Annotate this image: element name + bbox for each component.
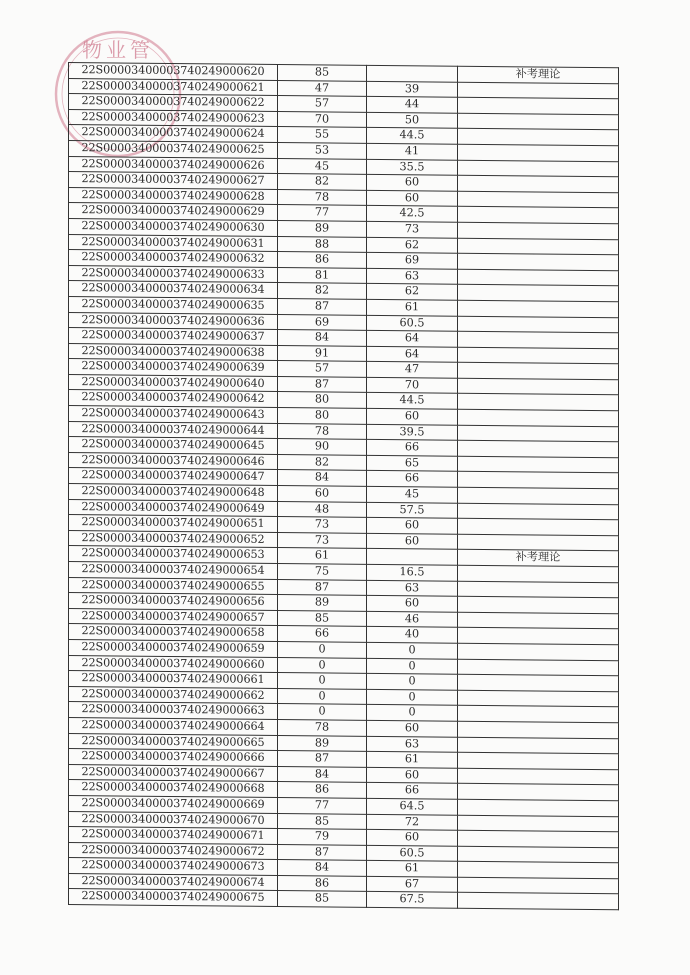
score-one-cell: 82 [278,454,367,470]
candidate-id-cell: 22S00003400003740249000634 [69,281,278,299]
score-one-cell: 88 [278,236,367,252]
score-two-cell: 63 [367,268,458,284]
candidate-id-cell: 22S00003400003740249000632 [69,250,278,268]
remark-cell [458,363,619,380]
score-two-cell: 39 [367,81,458,97]
candidate-id-cell: 22S00003400003740249000656 [69,593,278,611]
score-one-cell: 89 [278,595,367,611]
score-two-cell: 41 [367,143,458,159]
remark-cell [458,628,619,645]
candidate-id-cell: 22S00003400003740249000651 [69,515,278,533]
score-two-cell: 0 [367,705,458,721]
candidate-id-cell: 22S00003400003740249000624 [69,125,278,143]
candidate-id-cell: 22S00003400003740249000675 [69,889,278,907]
score-one-cell: 66 [278,626,367,642]
score-two-cell: 0 [367,689,458,705]
candidate-id-cell: 22S00003400003740249000672 [69,842,278,860]
candidate-id-cell: 22S00003400003740249000642 [69,390,278,408]
candidate-id-cell: 22S00003400003740249000621 [69,78,278,96]
remark-cell [458,565,619,582]
candidate-id-cell: 22S00003400003740249000673 [69,858,278,876]
candidate-id-cell: 22S00003400003740249000626 [69,156,278,174]
score-two-cell: 39.5 [367,424,458,440]
score-two-cell: 60 [367,533,458,549]
candidate-id-cell: 22S00003400003740249000657 [69,608,278,626]
remark-cell [458,238,619,255]
score-two-cell: 62 [367,237,458,253]
score-one-cell: 77 [278,797,367,813]
score-one-cell: 85 [278,65,367,81]
candidate-id-cell: 22S00003400003740249000635 [69,296,278,314]
remark-cell [458,799,619,816]
score-two-cell: 64.5 [367,798,458,814]
score-one-cell: 82 [278,174,367,190]
score-two-cell: 61 [367,299,458,315]
score-one-cell: 81 [278,267,367,283]
remark-cell [458,207,619,224]
remark-cell [458,113,619,130]
score-two-cell: 67 [367,876,458,892]
score-two-cell: 60 [367,767,458,783]
candidate-id-cell: 22S00003400003740249000637 [69,328,278,346]
score-two-cell: 61 [367,861,458,877]
score-two-cell: 44.5 [367,128,458,144]
candidate-id-cell: 22S00003400003740249000639 [69,359,278,377]
remark-cell [458,409,619,426]
remark-cell [458,144,619,161]
score-two-cell: 60 [367,596,458,612]
score-one-cell: 84 [278,470,367,486]
remark-cell: 补考理论 [458,66,619,83]
candidate-id-cell: 22S00003400003740249000649 [69,499,278,517]
remark-cell [458,378,619,395]
candidate-id-cell: 22S00003400003740249000622 [69,94,278,112]
candidate-id-cell: 22S00003400003740249000631 [69,234,278,252]
score-one-cell: 0 [278,657,367,673]
candidate-id-cell: 22S00003400003740249000653 [69,546,278,564]
candidate-id-cell: 22S00003400003740249000660 [69,655,278,673]
remark-cell [458,253,619,270]
score-one-cell: 84 [278,860,367,876]
candidate-id-cell: 22S00003400003740249000662 [69,686,278,704]
seal-lettering: 物业管 [82,38,154,62]
remark-cell: 补考理论 [458,550,619,567]
score-two-cell [367,65,458,81]
remark-cell [458,456,619,473]
score-one-cell: 45 [278,158,367,174]
score-two-cell: 60 [367,408,458,424]
score-one-cell: 55 [278,127,367,143]
score-two-cell: 0 [367,674,458,690]
candidate-id-cell: 22S00003400003740249000630 [69,218,278,236]
score-one-cell: 86 [278,252,367,268]
score-one-cell: 75 [278,564,367,580]
score-one-cell: 89 [278,735,367,751]
score-one-cell: 85 [278,891,367,907]
score-two-cell: 46 [367,611,458,627]
score-table [68,62,619,910]
score-one-cell: 78 [278,189,367,205]
candidate-id-cell: 22S00003400003740249000668 [69,780,278,798]
score-two-cell: 50 [367,112,458,128]
remark-cell [458,503,619,520]
score-one-cell: 84 [278,766,367,782]
candidate-id-cell: 22S00003400003740249000665 [69,733,278,751]
score-one-cell: 91 [278,345,367,361]
remark-cell [458,175,619,192]
remark-cell [458,300,619,317]
score-one-cell: 90 [278,439,367,455]
score-one-cell: 73 [278,517,367,533]
score-one-cell: 85 [278,610,367,626]
score-two-cell: 64 [367,346,458,362]
score-one-cell: 0 [278,641,367,657]
score-two-cell: 0 [367,642,458,658]
score-one-cell: 87 [278,298,367,314]
score-one-cell: 48 [278,501,367,517]
score-two-cell: 69 [367,252,458,268]
score-one-cell: 84 [278,330,367,346]
score-two-cell: 60 [367,190,458,206]
remark-cell [458,160,619,177]
score-one-cell: 87 [278,579,367,595]
score-one-cell: 89 [278,220,367,236]
score-one-cell: 78 [278,719,367,735]
score-one-cell: 80 [278,392,367,408]
remark-cell [458,440,619,457]
score-two-cell: 60 [367,518,458,534]
score-one-cell: 80 [278,408,367,424]
candidate-id-cell: 22S00003400003740249000670 [69,811,278,829]
candidate-id-cell: 22S00003400003740249000623 [69,109,278,127]
score-one-cell: 78 [278,423,367,439]
candidate-id-cell: 22S00003400003740249000663 [69,702,278,720]
candidate-id-cell: 22S00003400003740249000628 [69,187,278,205]
score-two-cell: 44 [367,97,458,113]
score-two-cell: 63 [367,736,458,752]
score-one-cell: 73 [278,532,367,548]
score-one-cell: 77 [278,205,367,221]
score-two-cell: 61 [367,751,458,767]
score-two-cell: 64 [367,330,458,346]
score-two-cell: 45 [367,486,458,502]
candidate-id-cell: 22S00003400003740249000664 [69,717,278,735]
score-one-cell: 70 [278,111,367,127]
remark-cell [458,518,619,535]
score-one-cell: 60 [278,486,367,502]
remark-cell [458,222,619,239]
candidate-id-cell: 22S00003400003740249000620 [69,63,278,81]
remark-cell [458,316,619,333]
remark-cell [458,674,619,691]
remark-cell [458,737,619,754]
score-two-cell: 42.5 [367,206,458,222]
score-one-cell: 0 [278,673,367,689]
remark-cell [458,472,619,489]
remark-cell [458,830,619,847]
score-one-cell: 86 [278,875,367,891]
remark-cell [458,768,619,785]
score-one-cell: 79 [278,829,367,845]
score-one-cell: 0 [278,688,367,704]
score-one-cell: 87 [278,844,367,860]
candidate-id-cell: 22S00003400003740249000654 [69,562,278,580]
remark-cell [458,97,619,114]
score-two-cell: 60 [367,720,458,736]
candidate-id-cell: 22S00003400003740249000643 [69,406,278,424]
candidate-id-cell: 22S00003400003740249000671 [69,827,278,845]
score-two-cell: 63 [367,580,458,596]
candidate-id-cell: 22S00003400003740249000625 [69,140,278,158]
remark-cell [458,690,619,707]
candidate-id-cell: 22S00003400003740249000640 [69,374,278,392]
remark-cell [458,487,619,504]
score-two-cell: 66 [367,783,458,799]
remark-cell [458,394,619,411]
score-two-cell: 47 [367,362,458,378]
remark-cell [458,129,619,146]
candidate-id-cell: 22S00003400003740249000629 [69,203,278,221]
score-two-cell: 60 [367,175,458,191]
candidate-id-cell: 22S00003400003740249000648 [69,484,278,502]
candidate-id-cell: 22S00003400003740249000661 [69,671,278,689]
score-two-cell: 57.5 [367,502,458,518]
remark-cell [458,581,619,598]
candidate-id-cell: 22S00003400003740249000674 [69,873,278,891]
remark-cell [458,347,619,364]
candidate-id-cell: 22S00003400003740249000659 [69,639,278,657]
score-one-cell: 82 [278,283,367,299]
remark-cell [458,659,619,676]
candidate-id-cell: 22S00003400003740249000627 [69,172,278,190]
score-two-cell: 70 [367,377,458,393]
candidate-id-cell: 22S00003400003740249000652 [69,530,278,548]
score-two-cell: 44.5 [367,393,458,409]
remark-cell [458,612,619,629]
score-one-cell: 53 [278,142,367,158]
remark-cell [458,784,619,801]
candidate-id-cell: 22S00003400003740249000655 [69,577,278,595]
candidate-id-cell: 22S00003400003740249000667 [69,764,278,782]
candidate-id-cell: 22S00003400003740249000645 [69,437,278,455]
candidate-id-cell: 22S00003400003740249000669 [69,795,278,813]
remark-cell [458,893,619,910]
remark-cell [458,706,619,723]
score-two-cell: 67.5 [367,892,458,908]
score-two-cell: 60.5 [367,845,458,861]
remark-cell [458,862,619,879]
score-two-cell: 60.5 [367,315,458,331]
remark-cell [458,191,619,208]
remark-cell [458,877,619,894]
remark-cell [458,534,619,551]
candidate-id-cell: 22S00003400003740249000647 [69,468,278,486]
score-two-cell: 40 [367,627,458,643]
score-two-cell: 35.5 [367,159,458,175]
remark-cell [458,721,619,738]
score-two-cell: 62 [367,284,458,300]
score-two-cell: 72 [367,814,458,830]
score-two-cell: 66 [367,471,458,487]
candidate-id-cell: 22S00003400003740249000666 [69,749,278,767]
score-one-cell: 47 [278,80,367,96]
candidate-id-cell: 22S00003400003740249000646 [69,452,278,470]
score-two-cell: 16.5 [367,564,458,580]
score-one-cell: 57 [278,361,367,377]
score-two-cell: 65 [367,455,458,471]
remark-cell [458,643,619,660]
score-two-cell [367,549,458,565]
candidate-id-cell: 22S00003400003740249000636 [69,312,278,330]
score-two-cell: 0 [367,658,458,674]
score-one-cell: 86 [278,782,367,798]
score-one-cell: 69 [278,314,367,330]
score-one-cell: 87 [278,376,367,392]
remark-cell [458,596,619,613]
candidate-id-cell: 22S00003400003740249000638 [69,343,278,361]
remark-cell [458,269,619,286]
remark-cell [458,331,619,348]
remark-cell [458,815,619,832]
remark-cell [458,82,619,99]
candidate-id-cell: 22S00003400003740249000633 [69,265,278,283]
remark-cell [458,846,619,863]
score-two-cell: 66 [367,440,458,456]
score-one-cell: 85 [278,813,367,829]
score-one-cell: 0 [278,704,367,720]
score-two-cell: 73 [367,221,458,237]
remark-cell [458,752,619,769]
score-one-cell: 61 [278,548,367,564]
candidate-id-cell: 22S00003400003740249000658 [69,624,278,642]
score-one-cell: 87 [278,751,367,767]
remark-cell [458,285,619,302]
score-two-cell: 60 [367,829,458,845]
remark-cell [458,425,619,442]
score-one-cell: 57 [278,96,367,112]
candidate-id-cell: 22S00003400003740249000644 [69,421,278,439]
